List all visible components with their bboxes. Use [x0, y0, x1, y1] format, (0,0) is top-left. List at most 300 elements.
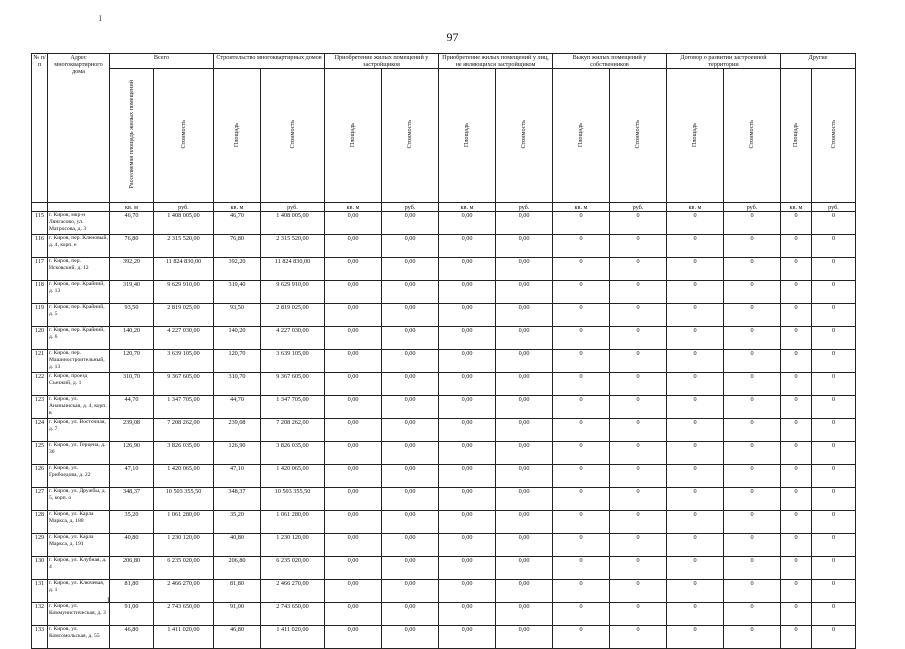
row-value: 2 466 270,00 — [154, 580, 214, 603]
row-number: 117 — [32, 258, 48, 281]
table-row — [32, 603, 856, 626]
table-row — [32, 281, 856, 304]
row-value: 0 — [724, 534, 781, 557]
header-group: Всего — [110, 54, 214, 69]
row-value: 140,20 — [214, 327, 261, 350]
row-value: 3 639 105,00 — [154, 350, 214, 373]
row-value: 0,00 — [325, 304, 382, 327]
row-value: 0,00 — [496, 304, 553, 327]
subheader-label: Площадь — [691, 122, 699, 147]
table-row — [32, 419, 856, 442]
subheader-label: Стоимость — [179, 120, 187, 149]
row-number: 116 — [32, 235, 48, 258]
row-value: 0 — [667, 580, 724, 603]
row-value: 0 — [812, 626, 856, 649]
row-value: 0 — [610, 373, 667, 396]
row-value: 0 — [724, 419, 781, 442]
subheader-cost — [261, 69, 325, 203]
row-value: 0,00 — [439, 212, 496, 235]
row-value: 0 — [553, 281, 610, 304]
row-value: 1 230 120,00 — [261, 534, 325, 557]
row-value: 0 — [610, 304, 667, 327]
row-value: 0,00 — [496, 603, 553, 626]
row-value: 0 — [667, 235, 724, 258]
row-number: 118 — [32, 281, 48, 304]
row-value: 0 — [667, 304, 724, 327]
row-value: 0,00 — [439, 281, 496, 304]
row-value: 0 — [781, 235, 812, 258]
row-value: 1 420 065,00 — [154, 465, 214, 488]
row-value: 0 — [553, 350, 610, 373]
row-address: г. Киров, ул. Карла Маркса, д. 191 — [48, 534, 110, 557]
row-value: 0 — [553, 258, 610, 281]
subheader-label: Стоимость — [406, 120, 414, 149]
row-value: 0,00 — [382, 212, 439, 235]
row-value: 0,00 — [382, 580, 439, 603]
row-value: 0 — [812, 281, 856, 304]
row-value: 2 819 025,00 — [154, 304, 214, 327]
row-value: 0,00 — [496, 350, 553, 373]
row-value: 1 061 280,00 — [154, 511, 214, 534]
row-value: 4 227 030,00 — [154, 327, 214, 350]
row-address: г. Киров, проезд Съезжий, д. 1 — [48, 373, 110, 396]
header-group: Договор о развитии застроенной территории — [667, 54, 781, 69]
row-value: 0,00 — [325, 557, 382, 580]
row-value: 0 — [553, 442, 610, 465]
row-value: 0 — [781, 327, 812, 350]
row-value: 0 — [553, 396, 610, 419]
row-value: 0,00 — [382, 488, 439, 511]
header-group: Приобретение жилых помещений у застройщиков — [325, 54, 439, 69]
row-number: 124 — [32, 419, 48, 442]
row-value: 6 235 020,00 — [154, 557, 214, 580]
row-value: 0 — [553, 235, 610, 258]
row-value: 0,00 — [496, 580, 553, 603]
row-value: 0 — [812, 304, 856, 327]
row-value: 0 — [667, 603, 724, 626]
row-value: 0,00 — [439, 258, 496, 281]
row-value: 2 743 650,00 — [261, 603, 325, 626]
row-value: 46,70 — [214, 212, 261, 235]
row-value: 0 — [610, 511, 667, 534]
row-value: 0 — [553, 488, 610, 511]
subheader-cost — [154, 69, 214, 203]
margin-mark: I — [107, 596, 110, 605]
row-value: 0 — [667, 212, 724, 235]
subheader-label: Стоимость — [288, 120, 296, 149]
row-value: 0 — [812, 603, 856, 626]
row-value: 0,00 — [496, 212, 553, 235]
row-value: 9 367 605,00 — [154, 373, 214, 396]
row-value: 0 — [812, 488, 856, 511]
table-row — [32, 235, 856, 258]
row-value: 1 347 705,00 — [261, 396, 325, 419]
subheader-area — [325, 69, 382, 203]
row-number: 129 — [32, 534, 48, 557]
row-value: 0,00 — [496, 442, 553, 465]
unit-label: руб. — [261, 203, 325, 212]
row-value: 9 367 605,00 — [261, 373, 325, 396]
subheader-label: Площадь — [577, 122, 585, 147]
row-value: 0 — [781, 350, 812, 373]
row-number: 131 — [32, 580, 48, 603]
row-value: 3 826 035,00 — [154, 442, 214, 465]
row-value: 0 — [724, 396, 781, 419]
header-group: Выкуп жилых помещений у собственников — [553, 54, 667, 69]
subheader-label: Площадь — [792, 122, 800, 147]
subheader-label: Стоимость — [520, 120, 528, 149]
row-value: 81,80 — [110, 580, 154, 603]
subheader-cost — [382, 69, 439, 203]
row-value: 0 — [610, 534, 667, 557]
row-value: 348,37 — [110, 488, 154, 511]
subheader-label: Площадь — [463, 122, 471, 147]
row-value: 91,00 — [214, 603, 261, 626]
row-value: 4 227 030,00 — [261, 327, 325, 350]
row-value: 0,00 — [382, 557, 439, 580]
row-value: 7 208 262,00 — [261, 419, 325, 442]
row-value: 0,00 — [496, 534, 553, 557]
row-value: 0 — [812, 534, 856, 557]
row-value: 0 — [667, 511, 724, 534]
row-value: 0,00 — [439, 304, 496, 327]
unit-label: руб. — [382, 203, 439, 212]
row-value: 120,70 — [110, 350, 154, 373]
row-value: 0,00 — [325, 212, 382, 235]
row-number: 126 — [32, 465, 48, 488]
row-value: 10 503 355,50 — [261, 488, 325, 511]
row-value: 81,80 — [214, 580, 261, 603]
row-value: 2 819 025,00 — [261, 304, 325, 327]
row-value: 0 — [553, 534, 610, 557]
row-value: 0,00 — [439, 488, 496, 511]
row-value: 0 — [610, 235, 667, 258]
row-value: 11 824 830,00 — [261, 258, 325, 281]
row-value: 0,00 — [439, 534, 496, 557]
row-value: 0,00 — [439, 235, 496, 258]
row-value: 3 826 035,00 — [261, 442, 325, 465]
resettlement-table — [31, 53, 856, 649]
row-value: 0 — [724, 281, 781, 304]
row-value: 40,80 — [110, 534, 154, 557]
row-value: 0,00 — [382, 419, 439, 442]
row-value: 0 — [781, 511, 812, 534]
subheader-cost — [724, 69, 781, 203]
row-value: 0 — [724, 488, 781, 511]
row-value: 0 — [781, 626, 812, 649]
row-value: 0 — [724, 258, 781, 281]
row-value: 239,08 — [214, 419, 261, 442]
row-value: 239,08 — [110, 419, 154, 442]
row-value: 0 — [610, 419, 667, 442]
row-value: 348,37 — [214, 488, 261, 511]
row-value: 206,80 — [214, 557, 261, 580]
subheader-label: Стоимость — [829, 120, 837, 149]
row-value: 0,00 — [325, 511, 382, 534]
row-value: 0 — [781, 396, 812, 419]
row-value: 0 — [610, 212, 667, 235]
row-value: 0,00 — [496, 258, 553, 281]
row-value: 0,00 — [496, 557, 553, 580]
table-row — [32, 350, 856, 373]
row-value: 0 — [781, 488, 812, 511]
row-value: 9 629 910,00 — [154, 281, 214, 304]
row-address: г. Киров, ул. Ключевая, д. 1 — [48, 580, 110, 603]
row-value: 0 — [781, 419, 812, 442]
row-value: 0 — [812, 580, 856, 603]
row-value: 0,00 — [325, 235, 382, 258]
header-group: Другие — [781, 54, 856, 69]
row-value: 0 — [667, 396, 724, 419]
subheader-area — [781, 69, 812, 203]
subheader-cost — [496, 69, 553, 203]
row-value: 0 — [724, 580, 781, 603]
row-value: 2 466 270,00 — [261, 580, 325, 603]
row-value: 0 — [724, 465, 781, 488]
row-value: 0 — [610, 281, 667, 304]
row-value: 0 — [667, 534, 724, 557]
header-num: № п/п — [32, 54, 48, 203]
row-value: 0,00 — [439, 603, 496, 626]
row-value: 0,00 — [439, 557, 496, 580]
row-value: 2 315 520,00 — [261, 235, 325, 258]
unit-label: руб. — [812, 203, 856, 212]
table-row — [32, 534, 856, 557]
row-value: 0,00 — [382, 327, 439, 350]
row-value: 0,00 — [382, 511, 439, 534]
row-number: 119 — [32, 304, 48, 327]
unit-label: руб. — [154, 203, 214, 212]
row-address: г. Киров, пер. Крайний, д. 5 — [48, 304, 110, 327]
row-value: 0 — [812, 557, 856, 580]
table-row — [32, 465, 856, 488]
row-value: 46,70 — [110, 212, 154, 235]
unit-label: кв. м — [214, 203, 261, 212]
row-value: 0,00 — [325, 373, 382, 396]
row-number: 132 — [32, 603, 48, 626]
row-value: 47,10 — [214, 465, 261, 488]
row-value: 0 — [553, 212, 610, 235]
row-value: 0 — [724, 511, 781, 534]
unit-label: кв. м — [781, 203, 812, 212]
row-value: 120,70 — [214, 350, 261, 373]
row-value: 0 — [553, 603, 610, 626]
margin-mark: I — [99, 14, 102, 23]
table-row — [32, 626, 856, 649]
row-value: 3 639 105,00 — [261, 350, 325, 373]
row-value: 0,00 — [496, 488, 553, 511]
row-address: г. Киров, ул. Карла Маркса, д. 188 — [48, 511, 110, 534]
row-value: 10 503 355,50 — [154, 488, 214, 511]
row-address: г. Киров, ул. Комсомольская, д. 55 — [48, 626, 110, 649]
row-value: 35,20 — [110, 511, 154, 534]
row-value: 0 — [553, 373, 610, 396]
row-value: 0 — [553, 626, 610, 649]
subheader-cost — [610, 69, 667, 203]
row-number: 133 — [32, 626, 48, 649]
row-address: г. Киров, ул. Коммунистическая, д. 3 — [48, 603, 110, 626]
row-value: 0,00 — [382, 350, 439, 373]
row-value: 0 — [781, 580, 812, 603]
row-value: 0 — [724, 557, 781, 580]
row-value: 0,00 — [382, 534, 439, 557]
row-value: 0,00 — [325, 442, 382, 465]
row-value: 1 408 005,00 — [261, 212, 325, 235]
table-row — [32, 488, 856, 511]
subheader-area — [214, 69, 261, 203]
row-value: 0 — [610, 580, 667, 603]
row-value: 0,00 — [496, 465, 553, 488]
row-value: 0,00 — [382, 396, 439, 419]
row-value: 0,00 — [496, 235, 553, 258]
row-value: 0,00 — [496, 281, 553, 304]
row-value: 0 — [812, 235, 856, 258]
row-value: 0 — [724, 350, 781, 373]
row-value: 0 — [781, 373, 812, 396]
row-value: 0,00 — [325, 603, 382, 626]
row-value: 0 — [812, 396, 856, 419]
table-row — [32, 304, 856, 327]
row-value: 0 — [781, 442, 812, 465]
row-address: г. Киров, ул. Клубная, д. 4 — [48, 557, 110, 580]
row-value: 310,70 — [110, 373, 154, 396]
row-number: 115 — [32, 212, 48, 235]
row-value: 0,00 — [382, 465, 439, 488]
row-value: 35,20 — [214, 511, 261, 534]
row-value: 0 — [781, 557, 812, 580]
row-value: 0,00 — [325, 580, 382, 603]
unit-label: руб. — [724, 203, 781, 212]
table-row — [32, 442, 856, 465]
row-value: 0 — [610, 465, 667, 488]
row-value: 0,00 — [439, 465, 496, 488]
row-value: 2 743 650,00 — [154, 603, 214, 626]
row-value: 0 — [553, 304, 610, 327]
row-value: 0,00 — [439, 327, 496, 350]
row-value: 0 — [667, 419, 724, 442]
row-address: г. Киров, пер. Машиностроительный, д. 13 — [48, 350, 110, 373]
row-value: 0,00 — [496, 626, 553, 649]
row-value: 0 — [610, 626, 667, 649]
unit-label: кв. м — [110, 203, 154, 212]
row-value: 0 — [724, 373, 781, 396]
row-value: 0,00 — [382, 281, 439, 304]
table-row — [32, 258, 856, 281]
row-value: 0,00 — [382, 235, 439, 258]
row-value: 0 — [724, 327, 781, 350]
table-row — [32, 557, 856, 580]
row-value: 0 — [553, 465, 610, 488]
page-number: 97 — [446, 30, 459, 44]
row-value: 310,70 — [214, 373, 261, 396]
row-value: 140,20 — [110, 327, 154, 350]
row-value: 0 — [724, 304, 781, 327]
row-number: 125 — [32, 442, 48, 465]
subheader-label: Расселяемая площадь жилых помещений — [127, 80, 135, 189]
unit-label: руб. — [610, 203, 667, 212]
row-number: 121 — [32, 350, 48, 373]
row-value: 1 408 005,00 — [154, 212, 214, 235]
subheader-label: Площадь — [233, 122, 241, 147]
row-value: 0,00 — [496, 511, 553, 534]
table-row — [32, 327, 856, 350]
row-value: 93,50 — [110, 304, 154, 327]
row-value: 0,00 — [325, 281, 382, 304]
row-value: 0,00 — [496, 396, 553, 419]
unit-label: кв. м — [667, 203, 724, 212]
row-value: 0,00 — [439, 511, 496, 534]
subheader-area — [667, 69, 724, 203]
row-value: 91,00 — [110, 603, 154, 626]
row-value: 319,40 — [110, 281, 154, 304]
row-value: 0 — [610, 603, 667, 626]
row-value: 0,00 — [496, 327, 553, 350]
row-value: 0,00 — [439, 419, 496, 442]
row-value: 6 235 020,00 — [261, 557, 325, 580]
header-group: Приобретение жилых помещений у лиц, не являющихся застройщиком — [439, 54, 553, 69]
row-value: 0 — [667, 488, 724, 511]
row-value: 0,00 — [325, 534, 382, 557]
row-value: 93,50 — [214, 304, 261, 327]
row-value: 126,90 — [110, 442, 154, 465]
row-value: 0 — [610, 350, 667, 373]
row-value: 0 — [724, 212, 781, 235]
row-number: 122 — [32, 373, 48, 396]
row-address: г. Киров, пер. Крайний, д. 6 — [48, 327, 110, 350]
row-value: 0,00 — [325, 465, 382, 488]
row-value: 44,70 — [214, 396, 261, 419]
row-value: 0,00 — [439, 373, 496, 396]
row-value: 76,80 — [214, 235, 261, 258]
table-row — [32, 511, 856, 534]
row-value: 0 — [812, 419, 856, 442]
row-value: 47,10 — [110, 465, 154, 488]
row-value: 0 — [553, 327, 610, 350]
row-value: 1 411 020,00 — [154, 626, 214, 649]
subheader-label: Площадь — [349, 122, 357, 147]
subheader-label: Стоимость — [748, 120, 756, 149]
row-value: 0,00 — [325, 396, 382, 419]
subheader-label: Стоимость — [634, 120, 642, 149]
row-value: 0 — [724, 235, 781, 258]
row-value: 0 — [781, 258, 812, 281]
row-value: 0,00 — [439, 626, 496, 649]
row-value: 0 — [667, 350, 724, 373]
row-value: 0,00 — [382, 603, 439, 626]
row-value: 0 — [667, 557, 724, 580]
row-value: 0 — [812, 465, 856, 488]
row-value: 0 — [812, 442, 856, 465]
row-value: 7 208 262,00 — [154, 419, 214, 442]
row-value: 9 629 910,00 — [261, 281, 325, 304]
row-value: 0 — [781, 534, 812, 557]
row-value: 0 — [812, 350, 856, 373]
row-value: 0 — [781, 603, 812, 626]
row-value: 0,00 — [382, 626, 439, 649]
subheader-area-total — [110, 69, 154, 203]
row-address: г. Киров, ул. Восточная, д. 7 — [48, 419, 110, 442]
row-value: 0 — [724, 626, 781, 649]
row-value: 392,20 — [110, 258, 154, 281]
table-row — [32, 580, 856, 603]
row-value: 11 824 830,00 — [154, 258, 214, 281]
unit-label: руб. — [496, 203, 553, 212]
row-value: 0,00 — [325, 626, 382, 649]
row-value: 2 315 520,00 — [154, 235, 214, 258]
row-value: 0,00 — [325, 350, 382, 373]
row-value: 0 — [667, 281, 724, 304]
row-value: 0,00 — [439, 580, 496, 603]
